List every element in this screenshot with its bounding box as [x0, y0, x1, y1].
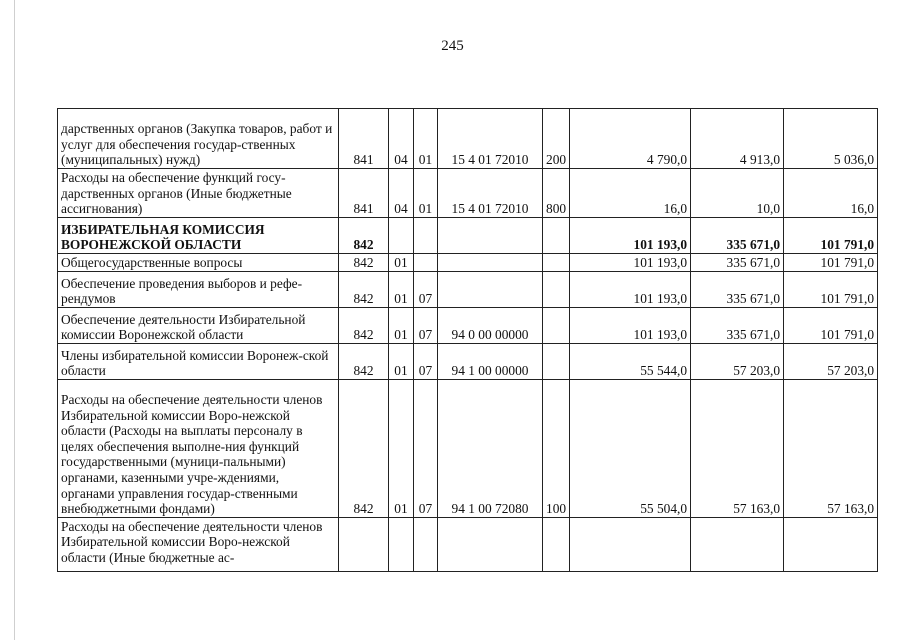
table-row	[58, 169, 878, 218]
subsection-code	[414, 517, 438, 571]
amount-year-3: 57 163,0	[784, 379, 878, 517]
amount-year-3: 5 036,0	[784, 109, 878, 169]
subsection-code: 07	[414, 343, 438, 379]
table-row	[58, 271, 878, 307]
page-number: 245	[441, 38, 464, 54]
amount-year-1: 101 193,0	[570, 271, 691, 307]
section-code: 01	[389, 379, 414, 517]
amount-year-1: 101 193,0	[570, 217, 691, 253]
amount-year-3	[784, 517, 878, 571]
target-code: 15 4 01 72010	[438, 109, 543, 169]
table-row	[58, 517, 878, 571]
section-code: 01	[389, 343, 414, 379]
table-row	[58, 307, 878, 343]
section-code	[389, 517, 414, 571]
section-code: 04	[389, 169, 414, 218]
table-row	[58, 253, 878, 271]
amount-year-1: 16,0	[570, 169, 691, 218]
target-code: 94 1 00 00000	[438, 343, 543, 379]
subsection-code	[414, 253, 438, 271]
row-name: Обеспечение проведения выборов и рефе-рендумов	[58, 271, 339, 307]
ministry-code: 841	[339, 169, 389, 218]
amount-year-2: 335 671,0	[691, 271, 784, 307]
amount-year-2: 57 203,0	[691, 343, 784, 379]
subsection-code: 07	[414, 379, 438, 517]
expense-kind-code	[543, 343, 570, 379]
table-row	[58, 217, 878, 253]
table-row	[58, 343, 878, 379]
target-code	[438, 253, 543, 271]
row-name: ИЗБИРАТЕЛЬНАЯ КОМИССИЯ ВОРОНЕЖСКОЙ ОБЛАСТИ	[58, 217, 339, 253]
amount-year-1: 55 544,0	[570, 343, 691, 379]
amount-year-3: 101 791,0	[784, 217, 878, 253]
expense-kind-code: 800	[543, 169, 570, 218]
amount-year-3: 101 791,0	[784, 271, 878, 307]
row-name: Расходы на обеспечение деятельности членов Избирательной комиссии Воро-нежской области (Иные бюджетные ас-	[58, 517, 339, 571]
amount-year-3: 101 791,0	[784, 307, 878, 343]
section-code: 01	[389, 271, 414, 307]
amount-year-2: 57 163,0	[691, 379, 784, 517]
subsection-code: 01	[414, 109, 438, 169]
expense-kind-code	[543, 307, 570, 343]
amount-year-1: 101 193,0	[570, 307, 691, 343]
expense-kind-code: 100	[543, 379, 570, 517]
table-row	[58, 109, 878, 169]
amount-year-3: 57 203,0	[784, 343, 878, 379]
target-code: 15 4 01 72010	[438, 169, 543, 218]
section-code: 01	[389, 307, 414, 343]
amount-year-2: 4 913,0	[691, 109, 784, 169]
amount-year-1: 4 790,0	[570, 109, 691, 169]
ministry-code: 842	[339, 307, 389, 343]
subsection-code: 07	[414, 307, 438, 343]
ministry-code: 842	[339, 271, 389, 307]
amount-year-1	[570, 517, 691, 571]
ministry-code: 842	[339, 253, 389, 271]
amount-year-1: 55 504,0	[570, 379, 691, 517]
ministry-code	[339, 517, 389, 571]
amount-year-2: 10,0	[691, 169, 784, 218]
expense-kind-code	[543, 253, 570, 271]
ministry-code: 842	[339, 343, 389, 379]
target-code: 94 0 00 00000	[438, 307, 543, 343]
amount-year-2: 335 671,0	[691, 253, 784, 271]
expense-kind-code: 200	[543, 109, 570, 169]
row-name: Обеспечение деятельности Избирательной комиссии Воронежской области	[58, 307, 339, 343]
amount-year-2	[691, 517, 784, 571]
row-name: Расходы на обеспечение деятельности членов Избирательной комиссии Воро-нежской области (Расходы на выплаты персоналу в целях обеспечения выполне-ния функций государственными (муници-пальными) органами, казенными учре-ждениями, органами управления государ-ственными внебюджетными фондами)	[58, 379, 339, 517]
amount-year-2: 335 671,0	[691, 217, 784, 253]
expense-kind-code	[543, 271, 570, 307]
amount-year-1: 101 193,0	[570, 253, 691, 271]
expense-kind-code	[543, 217, 570, 253]
target-code: 94 1 00 72080	[438, 379, 543, 517]
target-code	[438, 517, 543, 571]
section-code: 01	[389, 253, 414, 271]
subsection-code: 07	[414, 271, 438, 307]
scan-edge-line	[14, 0, 15, 640]
row-name: Общегосударственные вопросы	[58, 253, 339, 271]
amount-year-3: 101 791,0	[784, 253, 878, 271]
budget-table	[57, 108, 878, 572]
target-code	[438, 217, 543, 253]
ministry-code: 841	[339, 109, 389, 169]
amount-year-3: 16,0	[784, 169, 878, 218]
row-name: Члены избирательной комиссии Воронеж-ской области	[58, 343, 339, 379]
expense-kind-code	[543, 517, 570, 571]
target-code	[438, 271, 543, 307]
section-code	[389, 217, 414, 253]
subsection-code	[414, 217, 438, 253]
row-name: Расходы на обеспечение функций госу-дарственных органов (Иные бюджетные ассигнования)	[58, 169, 339, 218]
ministry-code: 842	[339, 379, 389, 517]
amount-year-2: 335 671,0	[691, 307, 784, 343]
section-code: 04	[389, 109, 414, 169]
table-row	[58, 379, 878, 517]
subsection-code: 01	[414, 169, 438, 218]
ministry-code: 842	[339, 217, 389, 253]
row-name: дарственных органов (Закупка товаров, работ и услуг для обеспечения государ-ственных (муниципальных) нужд)	[58, 109, 339, 169]
